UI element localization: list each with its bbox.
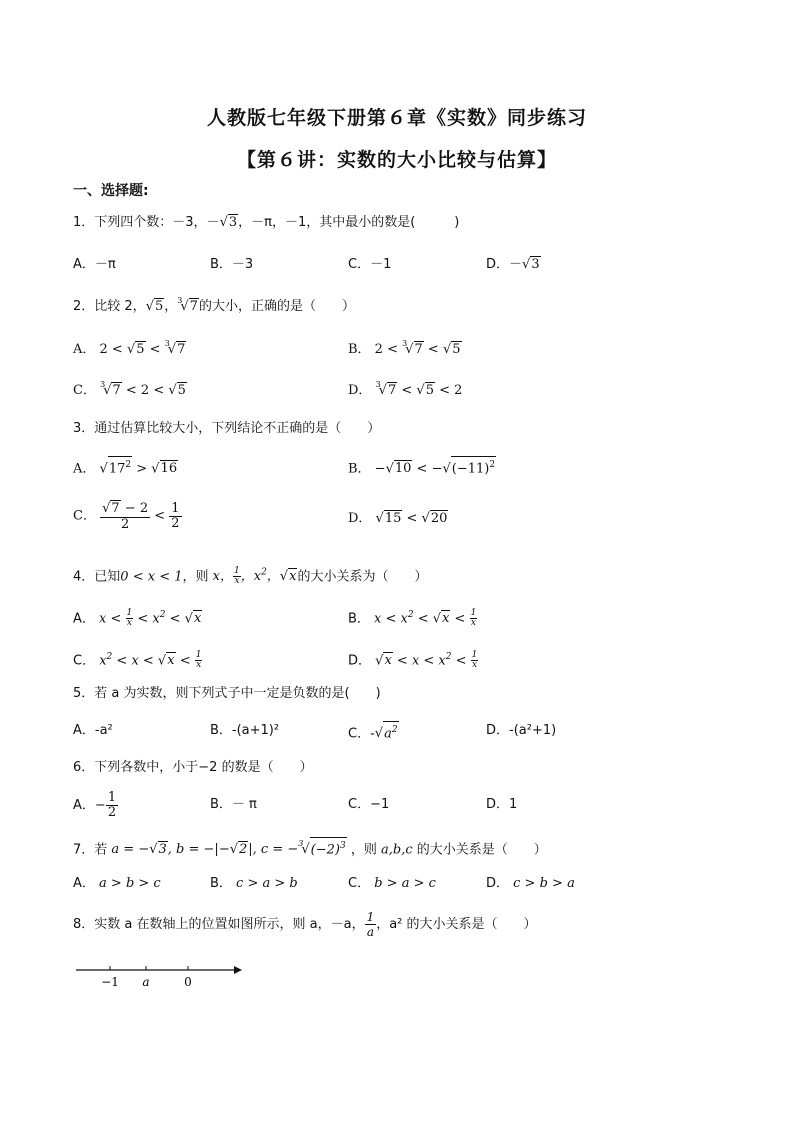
- q5-option-a[interactable]: A．-a²: [73, 723, 113, 738]
- page-title: 人教版七年级下册第６章《实数》同步练习: [206, 107, 587, 129]
- q5-option-b[interactable]: B．-(a+1)²: [210, 723, 280, 738]
- question-5: 5．若 a 为实数，则下列式子中一定是负数的是( ): [73, 686, 381, 701]
- question-8: 8．实数 a 在数轴上的位置如图所示，则 a，－a， $\frac{1}{a}$ ，a² 的大小关系是（ ）: [73, 910, 537, 939]
- question-3: 3．通过估算比较大小，下列结论不正确的是（ ）: [73, 421, 381, 436]
- label-zero: 0: [184, 975, 192, 989]
- q2-option-d[interactable]: D． $^3$√7 < √5 < 2: [348, 380, 463, 398]
- question-1: 1．下列四个数：－3，－√3，－π，－1，其中最小的数是( ): [73, 215, 460, 230]
- question-4: 4．已知0 < x < 1，则 x， $\frac{1}{x}$ ，$x^2$，√x的大小关系为（ ）: [73, 566, 428, 587]
- q3-option-c[interactable]: C． $\frac{√7 - 2}{2}$ < $\frac{1}{2}$: [73, 500, 180, 532]
- q1-option-a[interactable]: A．－π: [73, 257, 116, 272]
- number-line-arrow: [234, 966, 242, 974]
- q3-option-d[interactable]: D． √15 < √20: [348, 511, 448, 526]
- q7-option-d[interactable]: D． c > b > a: [486, 876, 575, 891]
- q4-option-b[interactable]: B． $x < x^2 < √x$ < $\frac{1}{x}$: [348, 608, 477, 629]
- q6-option-c[interactable]: C．−1: [348, 797, 390, 812]
- q6-option-d[interactable]: D．1: [486, 797, 518, 812]
- q2-option-a[interactable]: A． 2 < √5 < $^3$√7: [73, 339, 186, 357]
- q7-option-c[interactable]: C． b > a > c: [348, 876, 436, 891]
- q1-option-c[interactable]: C．－1: [348, 257, 392, 272]
- question-2: 2．比较 2，√5，$^3$√7的大小，正确的是（ ）: [73, 296, 355, 314]
- q5-option-d[interactable]: D．-(a²+1): [486, 723, 557, 738]
- q4-option-c[interactable]: C． $x^2 < x < √x$ < $\frac{1}{x}$: [73, 650, 202, 671]
- section-heading: 一、选择题:: [73, 183, 149, 199]
- q2-option-c[interactable]: C． $^3$√7 < 2 < √5: [73, 380, 186, 398]
- label-minus-one: −1: [101, 975, 119, 989]
- q1-option-b[interactable]: B．－3: [210, 257, 254, 272]
- q6-option-a[interactable]: A．− $\frac{1}{2}$: [73, 790, 117, 820]
- number-line-figure: [70, 958, 250, 998]
- q3-option-b[interactable]: B． $-√10 < -√(-11)^2$: [348, 456, 496, 479]
- q5-option-c[interactable]: C．$-√a^2$: [348, 721, 399, 744]
- q2-option-b[interactable]: B． 2 < $^3$√7 < √5: [348, 339, 461, 357]
- label-a: a: [142, 975, 150, 989]
- q6-option-b[interactable]: B．－ π: [210, 797, 257, 812]
- q4-option-d[interactable]: D． $√x < x < x^2$ < $\frac{1}{x}$: [348, 650, 478, 671]
- q1-option-d[interactable]: D．－√3: [486, 257, 540, 272]
- q4-option-a[interactable]: A． x < $\frac{1}{x}$ < $x^2 < √x$: [73, 608, 202, 629]
- q7-option-a[interactable]: A． a > b > c: [73, 876, 161, 891]
- q3-option-a[interactable]: A． $√17^2 > √16$: [73, 456, 178, 479]
- page-subtitle: 【第６讲：实数的大小比较与估算】: [236, 149, 557, 171]
- question-7: 7．若 a = −√3, b = −|−√2|, $c = -^3√(-2)^3$ ，则 a,b,c 的大小关系是（ ）: [73, 837, 547, 861]
- question-6: 6．下列各数中，小于−2 的数是（ ）: [73, 760, 313, 775]
- q7-option-b[interactable]: B． c > a > b: [210, 876, 298, 891]
